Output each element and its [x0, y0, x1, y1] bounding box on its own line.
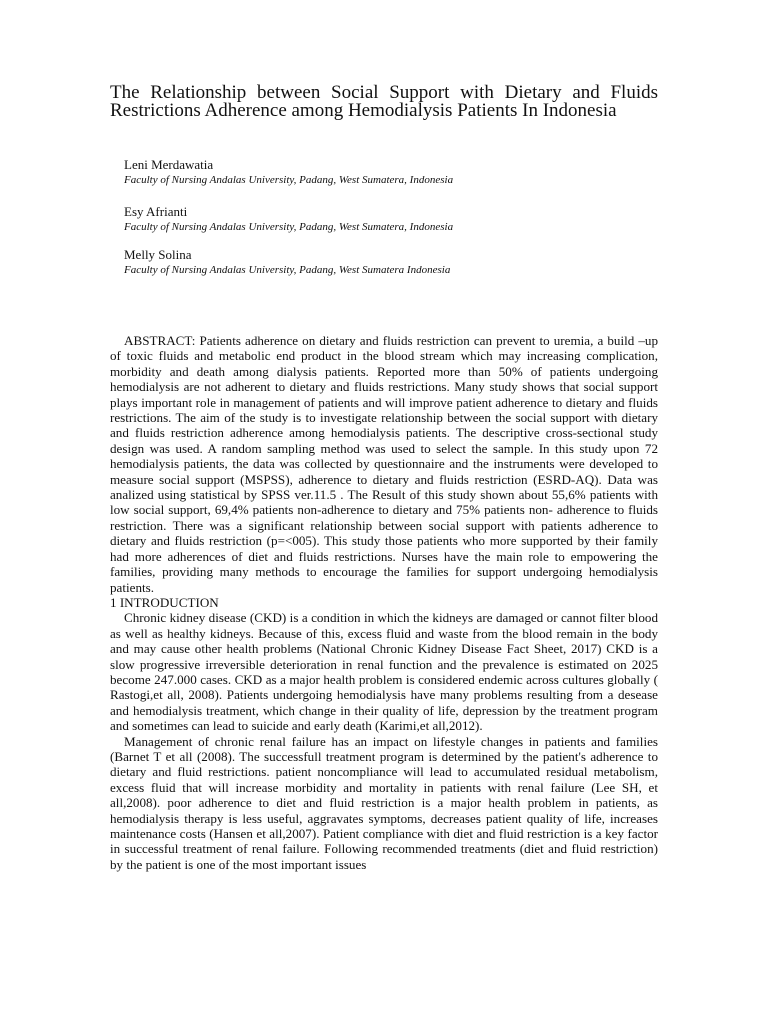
author-block	[124, 204, 664, 235]
author-affiliation: Faculty of Nursing Andalas University, Padang, West Sumatera, Indonesia	[124, 221, 454, 233]
author-affiliation: Faculty of Nursing Andalas University, Padang, West Sumatera, Indonesia	[124, 174, 454, 186]
intro-paragraph: Chronic kidney disease (CKD) is a condition in which the kidneys are damaged or cannot filter blood as well as healthy kidneys. Because of this, excess fluid and waste from the blood remain in the body and may cause other health problems (National Chronic Kidney Disease Fact Sheet, 2017) CKD is a slow progressive irreversible deterioration in renal function and the prevalence is estimated on 2025 become 247.000 cases. CKD as a major health problem is considered endemic across cultures globally ( Rastogi,et all, 2008). Patients undergoing hemodialysis have many problems resulting from a desease and hemodialysis treatment, which change in their quality of life, depression by the treatment program and sometimes can lead to suicide and early death (Karimi,et all,2012).	[110, 610, 658, 734]
author-name: Melly Solina	[124, 247, 192, 262]
author-name: Esy Afrianti	[124, 204, 188, 219]
author-affiliation: Faculty of Nursing Andalas University, Padang, West Sumatera Indonesia	[124, 264, 451, 276]
intro-paragraph: Management of chronic renal failure has an impact on lifestyle changes in patients and families (Barnet T et all (2008). The successfull treatment program is determined by the patient's adherence to dietary and fluid restrictions. patient noncompliance will lead to accumulated residual metabolism, excess fluid that will increase morbidity and mortality in patients with renal failure (Lee SH, et all,2008). poor adherence to diet and fluid restriction is a major health problem in patients, as hemodialysis therapy is less useful, aggravates symptoms, decreases patient quality of life, increases maintenance costs (Hansen et all,2007). Patient compliance with diet and fluid restriction is a key factor in successful treatment of renal failure. Following recommended treatments (diet and fluid restriction) by the patient is one of the most important issues	[110, 733, 658, 872]
author-name: Leni Merdawatia	[124, 157, 214, 172]
paper-title: The Relationship between Social Support with Dietary and Fluids Restrictions Adherence among Hemodialysis Patients In Indonesia	[110, 82, 658, 121]
author-block	[124, 247, 664, 278]
author-block	[124, 157, 664, 188]
section-heading-introduction: 1 INTRODUCTION	[110, 594, 219, 610]
body-text	[110, 333, 658, 872]
abstract: ABSTRACT: Patients adherence on dietary and fluids restriction can prevent to uremia, a build –up of toxic fluids and metabolic end product in the blood stream which may increasing complication, morbidity and death among dialysis patients. Reported more than 50% of patients undergoing hemodialysis are not adherent to dietary and fluids restrictions. Many study shows that social support plays important role in management of patients and will improve patient adherence to dietary and fluids restrictions. The aim of the study is to investigate relationship between the social support with dietary and fluids restriction adherence among hemodialysis patients. The descriptive cross-sectional study design was used. A random sampling method was used to select the sample. In this study upon 72 hemodialysis patients, the data was collected by questionnaire and the instruments were developed to measure social support (MSPSS), adherence to dietary and fluids restriction (ESRD-AQ). Data was analized using statistical by SPSS ver.11.5 . The Result of this study shown about 55,6% patients with low social support, 69,4% patients non-adherence to dietary and 75% patients non- adherence to fluids restriction. There was a significant relationship between social support with patients adherence to dietary and fluids restriction (p=<005). This study those patients who more supported by their family had more adherences of diet and fluids restrictions. Nurses have the main role to empowering the families, providing many methods to encourage the families for support undergoing hemodialysis patients.	[110, 333, 658, 595]
